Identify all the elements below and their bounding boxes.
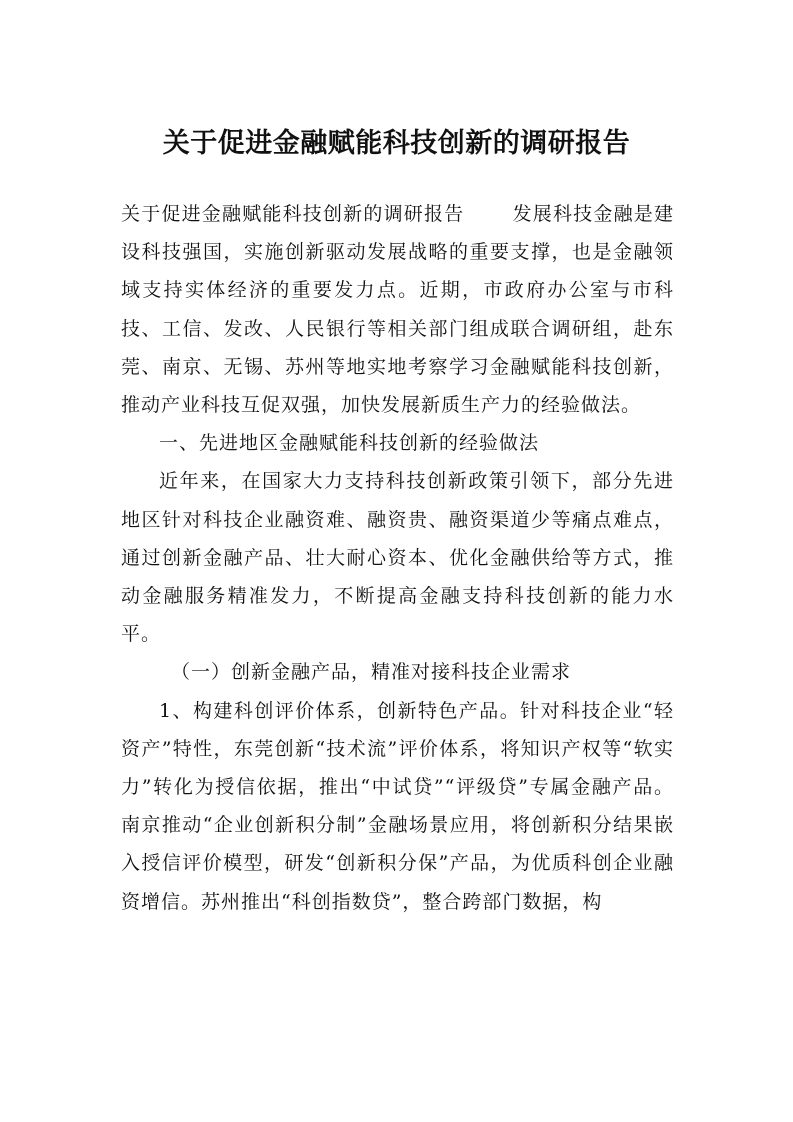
subsection-1-heading: （一）创新金融产品，精准对接科技企业需求 bbox=[171, 661, 572, 684]
intro-text: 发展科技金融是建设科技强国，实施创新驱动发展战略的重要支撑，也是金融领域支持实体经济的重要发力点。近期，市政府办公室与市科技、工信、发改、人民银行等相关部门组成联合调研组，赴东莞、南京、无锡、苏州等地实地考察学习金融赋能科技创新，推动产业科技互促双强，加快发展新质生产力的经验做法。 bbox=[121, 203, 674, 417]
intro-lead: 关于促进金融赋能科技创新的调研报告 bbox=[121, 203, 465, 225]
intro-paragraph bbox=[121, 195, 674, 424]
document-title: 关于促进金融赋能科技创新的调研报告 bbox=[162, 128, 631, 159]
item-1-paragraph: 1、构建科创评价体系，创新特色产品。针对科技企业“轻资产”特性，东莞创新“技术流”评价体系，将知识产权等“软实力”转化为授信依据，推出“中试贷”“评级贷”专属金融产品。南京推动“企业创新积分制”金融场景应用，将创新积分结果嵌入授信评价模型，研发“创新积分保”产品，为优质科创企业融资增信。苏州推出“科创指数贷”，整合跨部门数据，构 bbox=[121, 699, 674, 913]
document-body bbox=[121, 195, 674, 921]
section-1-heading: 一、先进地区金融赋能科技创新的经验做法 bbox=[159, 432, 540, 455]
section-1-paragraph: 近年来，在国家大力支持科技创新政策引领下，部分先进地区针对科技企业融资难、融资贵、融资渠道少等痛点难点，通过创新金融产品、壮大耐心资本、优化金融供给等方式，推动金融服务精准发力，不断提高金融支持科技创新的能力水平。 bbox=[121, 470, 674, 646]
